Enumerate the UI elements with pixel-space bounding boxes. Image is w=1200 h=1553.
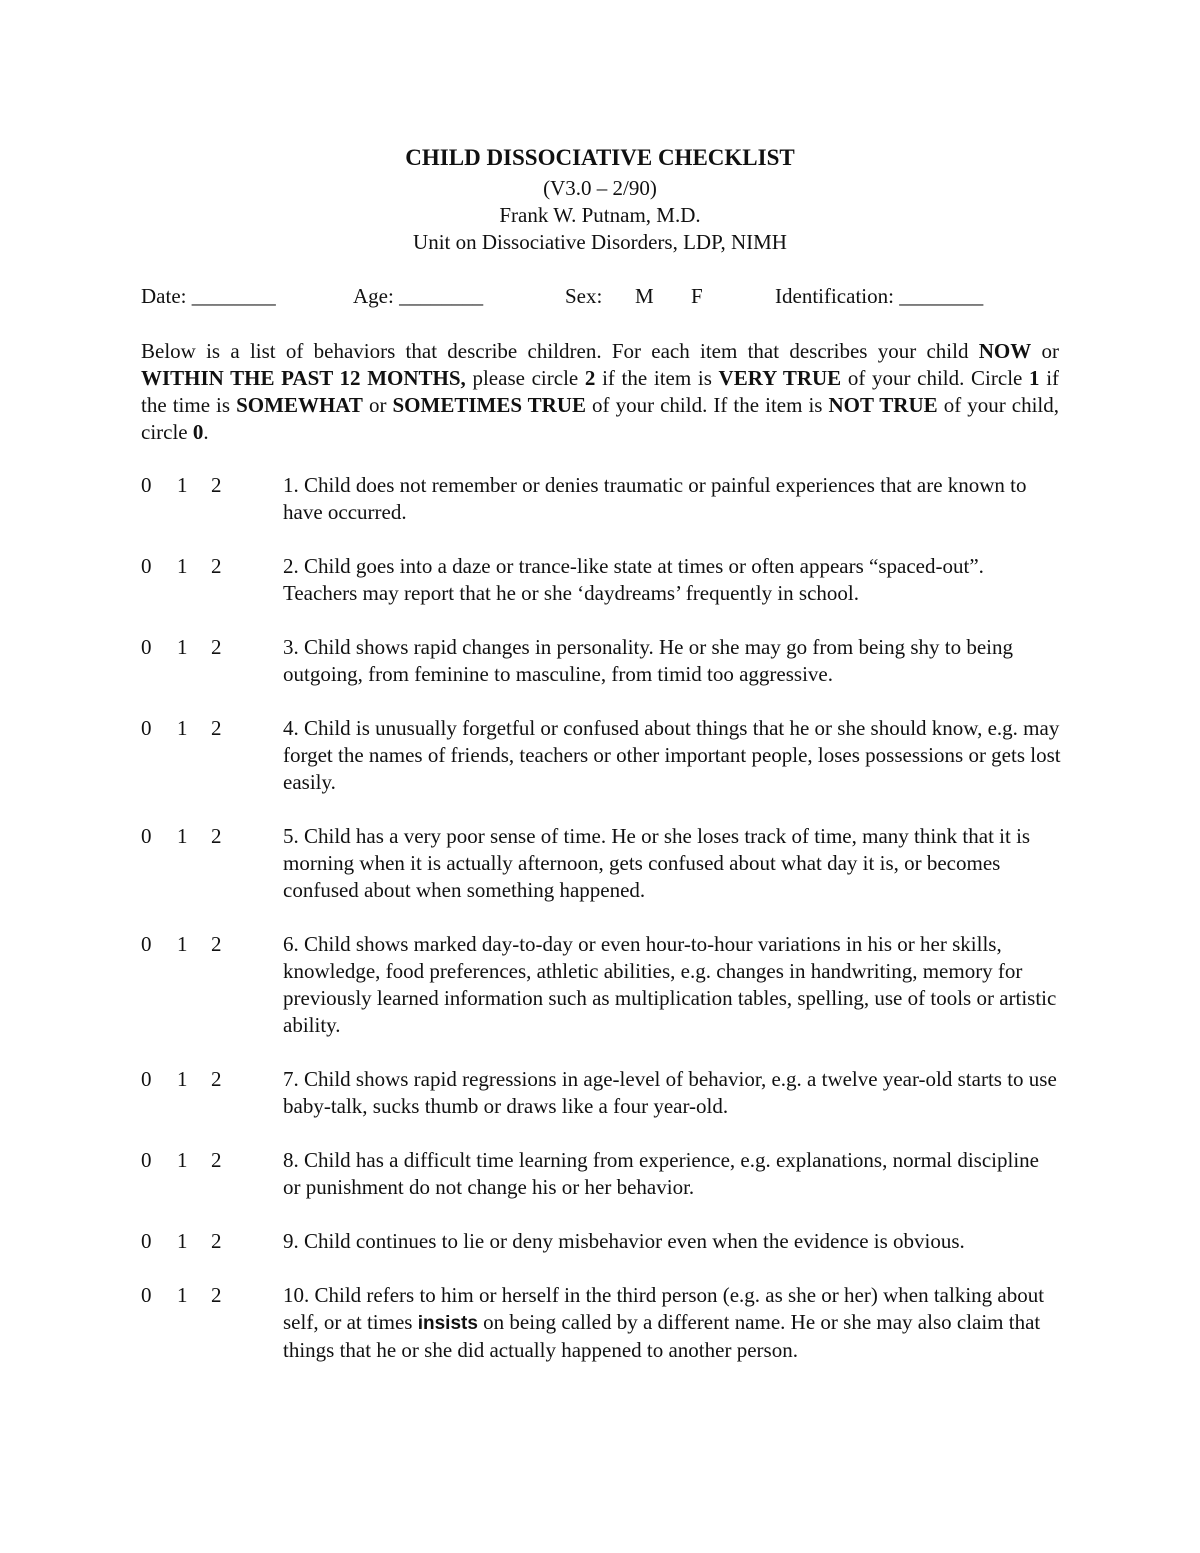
checklist-item-6 [141,931,1071,1039]
item-text: 1. Child does not remember or denies traumatic or painful experiences that are known to have occurred. [283,473,1027,524]
document-unit: Unit on Dissociative Disorders, LDP, NIMH [413,230,787,254]
rating-option-1[interactable]: 1 [177,716,188,740]
rating-option-0[interactable]: 0 [141,1148,152,1172]
item-text: 8. Child has a difficult time learning from experience, e.g. explanations, normal discipline or punishment do not change his or her behavior. [283,1148,1039,1199]
item-text: 5. Child has a very poor sense of time. He or she loses track of time, many think that it is morning when it is actually afternoon, gets confused about what day it is, or becomes confused about when something happened. [283,824,1031,902]
document-version: (V3.0 – 2/90) [543,176,657,200]
rating-option-1[interactable]: 1 [177,473,188,497]
rating-scale [141,823,261,850]
item-text-part: on being called by a different name. He or she may also claim that things that he or she did actually happened to another person. [283,1310,1041,1362]
rating-option-2[interactable]: 2 [211,1148,222,1172]
rating-scale [141,1282,261,1309]
rating-scale [141,931,261,958]
instructions-emphasis: NOW [978,339,1032,363]
sex-option-m[interactable]: M [635,284,654,308]
checklist-items [141,472,1071,1391]
rating-option-1[interactable]: 1 [177,1067,188,1091]
rating-option-0[interactable]: 0 [141,1229,152,1253]
rating-option-1[interactable]: 1 [177,932,188,956]
item-text: 4. Child is unusually forgetful or confused about things that he or she should know, e.g. may forget the names of friends, teachers or other important people, loses possessions or gets lost easily. [283,716,1061,794]
rating-option-1[interactable]: 1 [177,554,188,578]
instructions-text: or [362,393,393,417]
instructions-text: Below is a list of behaviors that describe children. For each item that describes your child [141,339,979,363]
rating-option-2[interactable]: 2 [211,554,222,578]
rating-option-2[interactable]: 2 [211,824,222,848]
item-text: 6. Child shows marked day-to-day or even hour-to-hour variations in his or her skills, knowledge, food preferences, athletic abilities, e.g. changes in handwriting, memory for previously learned information such as multiplication tables, spelling, use of tools or artistic ability. [283,932,1057,1037]
checklist-item-5 [141,823,1071,904]
rating-option-1[interactable]: 1 [177,1283,188,1307]
rating-scale [141,1147,261,1174]
checklist-item-3 [141,634,1071,688]
instructions-emphasis: NOT TRUE [828,393,938,417]
rating-option-0[interactable]: 0 [141,473,152,497]
instructions-emphasis: WITHIN THE PAST 12 MONTHS, [141,366,466,390]
rating-option-2[interactable]: 2 [211,635,222,659]
checklist-item-8 [141,1147,1071,1201]
checklist-item-10 [141,1282,1071,1364]
instructions-text: if the time is [141,366,1060,417]
item-text: 7. Child shows rapid regressions in age-level of behavior, e.g. a twelve year-old starts to use baby-talk, sucks thumb or draws like a four year-old. [283,1067,1057,1118]
rating-option-2[interactable]: 2 [211,1067,222,1091]
sex-label: Sex: [565,284,603,308]
rating-option-1[interactable]: 1 [177,824,188,848]
sex-option-f[interactable]: F [691,284,703,308]
document-title: CHILD DISSOCIATIVE CHECKLIST [405,145,795,170]
rating-scale [141,634,261,661]
document-author: Frank W. Putnam, M.D. [499,203,701,227]
checklist-item-4 [141,715,1071,796]
item-text-emphasis: insists [417,1313,478,1334]
rating-option-0[interactable]: 0 [141,932,152,956]
instructions-emphasis: 2 [584,366,596,390]
rating-option-1[interactable]: 1 [177,635,188,659]
rating-option-0[interactable]: 0 [141,1283,152,1307]
instructions-text: if the item is [595,366,719,390]
age-field[interactable]: Age: ________ [353,284,484,308]
respondent-fields [141,282,1061,310]
instructions-text: or [1031,339,1059,363]
instructions-text: . [203,420,209,444]
instructions-emphasis: SOMEWHAT [236,393,363,417]
checklist-item-9 [141,1228,1071,1255]
date-field[interactable]: Date: ________ [141,284,276,308]
rating-option-0[interactable]: 0 [141,1067,152,1091]
item-text: 3. Child shows rapid changes in personality. He or she may go from being shy to being outgoing, from feminine to masculine, from timid too aggressive. [283,635,1014,686]
rating-option-0[interactable]: 0 [141,824,152,848]
instructions-emphasis: SOMETIMES TRUE [392,393,587,417]
identification-field[interactable]: Identification: ________ [775,284,984,308]
checklist-item-2 [141,553,1071,607]
instructions-paragraph [141,338,1059,446]
item-text: 2. Child goes into a daze or trance-like state at times or often appears “spaced-out”. Teachers may report that he or she ‘daydreams’ frequently in school. [283,554,984,605]
item-text: 9. Child continues to lie or deny misbehavior even when the evidence is obvious. [283,1229,965,1253]
rating-option-0[interactable]: 0 [141,554,152,578]
rating-option-1[interactable]: 1 [177,1148,188,1172]
rating-option-2[interactable]: 2 [211,473,222,497]
rating-scale [141,553,261,580]
instructions-text: of your child, circle [141,393,1059,444]
rating-scale [141,1228,261,1255]
instructions-text: of your child. If the item is [586,393,829,417]
rating-option-2[interactable]: 2 [211,716,222,740]
rating-scale [141,472,261,499]
rating-option-2[interactable]: 2 [211,1283,222,1307]
checklist-item-7 [141,1066,1071,1120]
item-text-part: 10. Child refers to him or herself in the third person (e.g. as she or her) when talking about self, or at times [283,1283,1045,1334]
instructions-emphasis: 0 [192,420,204,444]
rating-option-2[interactable]: 2 [211,1229,222,1253]
rating-scale [141,715,261,742]
rating-option-0[interactable]: 0 [141,716,152,740]
instructions-emphasis: 1 [1029,366,1040,390]
rating-option-0[interactable]: 0 [141,635,152,659]
checklist-item-1 [141,472,1071,526]
rating-option-1[interactable]: 1 [177,1229,188,1253]
rating-option-2[interactable]: 2 [211,932,222,956]
instructions-text: please circle [465,366,585,390]
instructions-emphasis: VERY TRUE [718,366,842,390]
rating-scale [141,1066,261,1093]
item-text [283,1282,1061,1364]
instructions-text: of your child. Circle [841,366,1030,390]
